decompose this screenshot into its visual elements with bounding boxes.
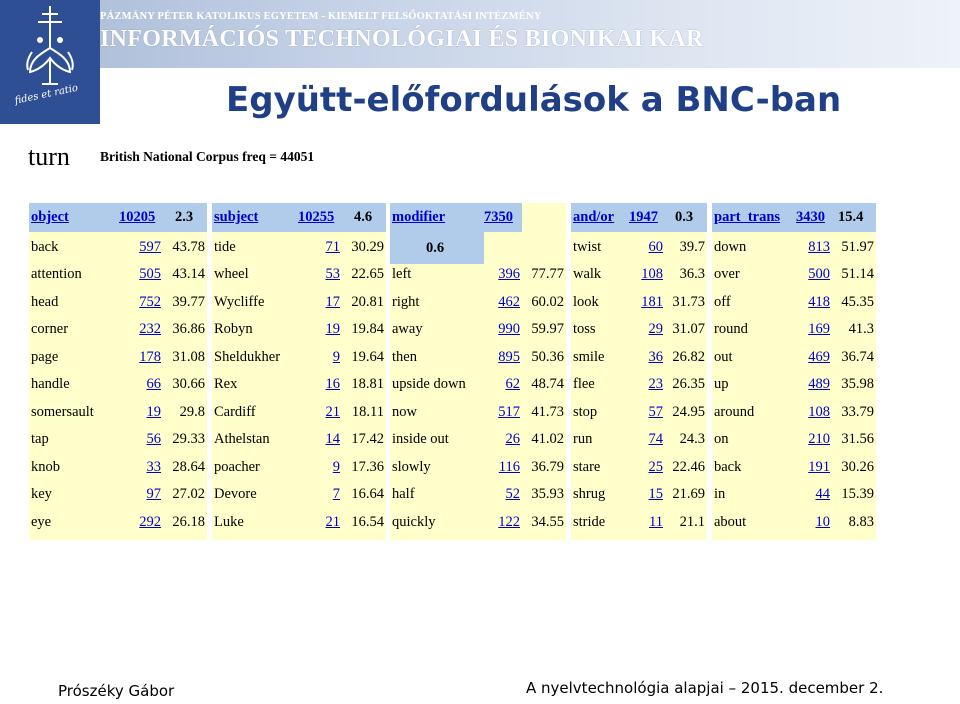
- collocate-count-link[interactable]: 60: [648, 239, 663, 255]
- collocate-word: inside out: [392, 431, 449, 447]
- collocate-count-link[interactable]: 7: [332, 486, 340, 502]
- collocate-word: Luke: [214, 514, 244, 530]
- table-row: [29, 459, 207, 479]
- collocate-word: poacher: [214, 459, 260, 475]
- collocate-count-link[interactable]: 14: [325, 431, 340, 447]
- collocate-word: flee: [573, 376, 595, 392]
- table-row: [712, 239, 876, 259]
- collocate-word: away: [392, 321, 423, 337]
- collocate-count-link[interactable]: 21: [325, 404, 340, 420]
- collocate-score: 59.97: [531, 321, 564, 337]
- relation-link[interactable]: part_trans: [714, 209, 781, 225]
- collocate-count-link[interactable]: 178: [139, 349, 161, 365]
- collocate-score: 22.46: [672, 459, 705, 475]
- collocate-score: 24.95: [672, 404, 705, 420]
- collocate-score: 21.69: [672, 486, 705, 502]
- relation-score: 4.6: [354, 209, 373, 225]
- collocate-word: half: [392, 486, 415, 502]
- collocate-word: handle: [31, 376, 70, 392]
- collocate-word: out: [714, 349, 733, 365]
- collocate-score: 19.64: [351, 349, 384, 365]
- collocate-word: Athelstan: [214, 431, 270, 447]
- collocate-count-link[interactable]: 9: [332, 459, 340, 475]
- collocate-count-link[interactable]: 181: [641, 294, 663, 310]
- collocation-column-part-trans: [712, 203, 876, 540]
- table-row: [390, 431, 566, 451]
- collocate-word: off: [714, 294, 731, 310]
- collocate-count-link[interactable]: 418: [808, 294, 830, 310]
- collocate-count-link[interactable]: 597: [139, 239, 161, 255]
- table-row: [571, 486, 707, 506]
- collocate-score: 36.3: [679, 266, 705, 282]
- collocate-count-link[interactable]: 122: [498, 514, 520, 530]
- collocate-count-link[interactable]: 116: [498, 459, 520, 475]
- table-row: [712, 294, 876, 314]
- collocate-count-link[interactable]: 25: [648, 459, 663, 475]
- table-row: [29, 321, 207, 341]
- collocate-count-link[interactable]: 169: [808, 321, 830, 337]
- table-row: [712, 321, 876, 341]
- collocate-count-link[interactable]: 36: [648, 349, 663, 365]
- collocate-word: left: [392, 266, 412, 282]
- collocate-count-link[interactable]: 210: [808, 431, 830, 447]
- table-row: [390, 404, 566, 424]
- relation-link[interactable]: modifier: [392, 209, 446, 225]
- table-row: [29, 486, 207, 506]
- university-logo: [0, 0, 100, 124]
- relation-count-link[interactable]: 3430: [796, 209, 825, 225]
- relation-score: 0.6: [426, 240, 445, 256]
- table-row: [212, 239, 386, 259]
- table-row: [571, 404, 707, 424]
- collocate-word: back: [714, 459, 742, 475]
- collocate-score: 16.54: [351, 514, 384, 530]
- relation-count-link[interactable]: 10205: [119, 209, 156, 225]
- collocate-count-link[interactable]: 489: [808, 376, 830, 392]
- collocate-count-link[interactable]: 108: [808, 404, 830, 420]
- table-row: [29, 404, 207, 424]
- collocate-score: 31.56: [841, 431, 874, 447]
- collocate-word: about: [714, 514, 747, 530]
- collocate-count-link[interactable]: 56: [146, 431, 161, 447]
- collocate-word: key: [31, 486, 52, 502]
- table-row: [712, 486, 876, 506]
- collocate-word: wheel: [214, 266, 249, 282]
- collocate-word: round: [714, 321, 748, 337]
- collocate-count-link[interactable]: 752: [139, 294, 161, 310]
- collocate-word: knob: [31, 459, 60, 475]
- collocate-word: now: [392, 404, 417, 420]
- collocate-score: 31.73: [672, 294, 705, 310]
- collocate-word: Rex: [214, 376, 238, 392]
- collocate-score: 16.64: [351, 486, 384, 502]
- collocation-column-modifier: [390, 203, 566, 540]
- collocate-word: Robyn: [214, 321, 253, 337]
- table-row: [712, 459, 876, 479]
- table-row: [712, 349, 876, 369]
- relation-count-link[interactable]: 10255: [298, 209, 335, 225]
- table-row: [390, 266, 566, 286]
- relation-link[interactable]: and/or: [573, 209, 615, 225]
- table-row: [571, 514, 707, 534]
- collocate-word: in: [714, 486, 726, 502]
- collocate-count-link[interactable]: 108: [641, 266, 663, 282]
- footer-course: A nyelvtechnológia alapjai – 2015. december 2.: [526, 679, 884, 697]
- collocate-word: shrug: [573, 486, 606, 502]
- collocate-score: 36.74: [841, 349, 874, 365]
- collocate-count-link[interactable]: 29: [648, 321, 663, 337]
- collocate-count-link[interactable]: 66: [146, 376, 161, 392]
- table-row: [212, 376, 386, 396]
- relation-count-link[interactable]: 7350: [484, 209, 513, 225]
- collocate-score: 41.73: [531, 404, 564, 420]
- collocate-score: 17.42: [351, 431, 384, 447]
- collocate-score: 77.77: [531, 266, 564, 282]
- collocate-score: 51.97: [841, 239, 874, 255]
- table-row: [571, 239, 707, 259]
- table-row: [212, 431, 386, 451]
- table-row: [390, 321, 566, 341]
- collocate-count-link[interactable]: 97: [146, 486, 161, 502]
- table-row: [212, 486, 386, 506]
- table-row: [571, 321, 707, 341]
- collocate-count-link[interactable]: 15: [648, 486, 663, 502]
- collocate-word: corner: [31, 321, 69, 337]
- collocate-word: toss: [573, 321, 596, 337]
- collocate-word: tap: [31, 431, 49, 447]
- headword: turn: [28, 142, 70, 171]
- collocate-score: 50.36: [531, 349, 564, 365]
- relation-link[interactable]: subject: [214, 209, 259, 225]
- table-row: [212, 321, 386, 341]
- collocate-score: 31.08: [172, 349, 205, 365]
- collocate-count-link[interactable]: 19: [146, 404, 161, 420]
- collocate-word: Devore: [214, 486, 257, 502]
- table-row: [212, 294, 386, 314]
- collocate-count-link[interactable]: 232: [139, 321, 161, 337]
- collocate-score: 29.33: [172, 431, 205, 447]
- table-row: [29, 514, 207, 534]
- collocate-word: stop: [573, 404, 598, 420]
- collocate-count-link[interactable]: 16: [325, 376, 340, 392]
- collocate-score: 27.02: [172, 486, 205, 502]
- table-row: [29, 431, 207, 451]
- collocate-count-link[interactable]: 33: [146, 459, 161, 475]
- table-row: [29, 294, 207, 314]
- collocate-count-link[interactable]: 21: [325, 514, 340, 530]
- collocate-score: 36.79: [531, 459, 564, 475]
- column-header: [29, 203, 207, 232]
- collocate-count-link[interactable]: 517: [498, 404, 520, 420]
- column-header: [571, 203, 707, 232]
- table-row: [390, 349, 566, 369]
- table-row: [29, 376, 207, 396]
- collocate-score: 41.02: [531, 431, 564, 447]
- table-row: [712, 376, 876, 396]
- collocate-word: on: [714, 431, 729, 447]
- relation-link[interactable]: object: [31, 209, 69, 225]
- table-row: [712, 266, 876, 286]
- collocate-score: 28.64: [172, 459, 205, 475]
- relation-score: 0.3: [675, 209, 694, 225]
- table-row: [212, 459, 386, 479]
- collocate-word: Wycliffe: [214, 294, 265, 310]
- collocate-score: 30.26: [841, 459, 874, 475]
- collocate-word: run: [573, 431, 593, 447]
- collocate-score: 21.1: [679, 514, 705, 530]
- column-header-score-cell: [390, 232, 484, 264]
- collocate-word: smile: [573, 349, 605, 365]
- table-row: [390, 376, 566, 396]
- faculty-name: INFORMÁCIÓS TECHNOLÓGIAI ÉS BIONIKAI KAR: [100, 26, 704, 52]
- table-row: [390, 459, 566, 479]
- collocate-score: 45.35: [841, 294, 874, 310]
- collocate-word: over: [714, 266, 740, 282]
- collocate-score: 51.14: [841, 266, 874, 282]
- table-row: [571, 459, 707, 479]
- table-row: [29, 239, 207, 259]
- column-header: [212, 203, 386, 232]
- table-row: [212, 266, 386, 286]
- university-name: PÁZMÁNY PÉTER KATOLIKUS EGYETEM - KIEMELT FELSŐOKTATÁSI INTÉZMÉNY: [100, 11, 542, 22]
- table-row: [712, 404, 876, 424]
- collocate-count-link[interactable]: 53: [325, 266, 340, 282]
- table-row: [212, 349, 386, 369]
- collocate-count-link[interactable]: 11: [649, 514, 663, 530]
- collocate-count-link[interactable]: 500: [808, 266, 830, 282]
- table-row: [712, 514, 876, 534]
- table-row: [571, 266, 707, 286]
- table-row: [29, 349, 207, 369]
- column-header: [712, 203, 876, 232]
- collocate-score: 30.29: [351, 239, 384, 255]
- collocate-word: right: [392, 294, 420, 310]
- collocate-word: twist: [573, 239, 602, 255]
- collocate-word: walk: [573, 266, 602, 282]
- relation-score: 2.3: [175, 209, 194, 225]
- collocate-score: 48.74: [531, 376, 564, 392]
- collocate-word: head: [31, 294, 59, 310]
- collocate-score: 26.35: [672, 376, 705, 392]
- collocate-count-link[interactable]: 462: [498, 294, 520, 310]
- collocate-count-link[interactable]: 71: [325, 239, 340, 255]
- collocate-word: then: [392, 349, 417, 365]
- collocate-count-link[interactable]: 10: [815, 514, 830, 530]
- collocate-word: around: [714, 404, 755, 420]
- collocate-score: 35.93: [531, 486, 564, 502]
- collocate-word: stare: [573, 459, 601, 475]
- collocate-count-link[interactable]: 23: [648, 376, 663, 392]
- collocate-score: 31.07: [672, 321, 705, 337]
- collocate-word: eye: [31, 514, 52, 530]
- table-row: [390, 294, 566, 314]
- collocate-word: tide: [214, 239, 236, 255]
- collocate-score: 26.18: [172, 514, 205, 530]
- collocate-score: 39.77: [172, 294, 205, 310]
- collocate-count-link[interactable]: 57: [648, 404, 663, 420]
- collocate-score: 19.84: [351, 321, 384, 337]
- collocate-word: page: [31, 349, 59, 365]
- collocation-column-and-or: [571, 203, 707, 540]
- motto: fides et ratio: [13, 82, 79, 107]
- collocate-word: slowly: [392, 459, 431, 475]
- collocate-count-link[interactable]: 813: [808, 239, 830, 255]
- collocate-score: 33.79: [841, 404, 874, 420]
- collocate-score: 60.02: [531, 294, 564, 310]
- collocate-score: 8.83: [848, 514, 874, 530]
- collocate-score: 43.14: [172, 266, 205, 282]
- collocate-word: stride: [573, 514, 606, 530]
- table-row: [390, 486, 566, 506]
- table-row: [571, 294, 707, 314]
- collocate-count-link[interactable]: 19: [325, 321, 340, 337]
- collocate-count-link[interactable]: 26: [505, 431, 520, 447]
- collocate-count-link[interactable]: 62: [505, 376, 520, 392]
- collocate-word: attention: [31, 266, 82, 282]
- collocate-word: up: [714, 376, 729, 392]
- table-row: [571, 376, 707, 396]
- collocate-count-link[interactable]: 44: [815, 486, 830, 502]
- collocate-word: look: [573, 294, 599, 310]
- collocate-score: 39.7: [679, 239, 705, 255]
- table-row: [571, 349, 707, 369]
- collocate-count-link[interactable]: 396: [498, 266, 520, 282]
- collocate-score: 30.66: [172, 376, 205, 392]
- collocate-count-link[interactable]: 9: [332, 349, 340, 365]
- collocate-count-link[interactable]: 191: [808, 459, 830, 475]
- collocation-column-object: [29, 203, 207, 540]
- table-row: [212, 514, 386, 534]
- collocate-score: 26.82: [672, 349, 705, 365]
- collocate-count-link[interactable]: 505: [139, 266, 161, 282]
- collocate-score: 24.3: [679, 431, 705, 447]
- collocate-count-link[interactable]: 74: [648, 431, 663, 447]
- collocate-count-link[interactable]: 52: [505, 486, 520, 502]
- collocate-score: 35.98: [841, 376, 874, 392]
- collocate-word: somersault: [31, 404, 94, 420]
- slide-title: Együtt-előfordulások a BNC-ban: [226, 80, 842, 120]
- collocation-column-subject: [212, 203, 386, 540]
- collocate-word: Sheldukher: [214, 349, 281, 365]
- collocate-count-link[interactable]: 895: [498, 349, 520, 365]
- collocate-score: 36.86: [172, 321, 205, 337]
- collocate-score: 34.55: [531, 514, 564, 530]
- collocate-score: 29.8: [179, 404, 205, 420]
- collocate-count-link[interactable]: 17: [325, 294, 340, 310]
- table-row: [29, 266, 207, 286]
- collocate-word: quickly: [392, 514, 436, 530]
- table-row: [390, 514, 566, 534]
- relation-count-link[interactable]: 1947: [629, 209, 658, 225]
- collocate-score: 41.3: [848, 321, 874, 337]
- corpus-frequency: British National Corpus freq = 44051: [100, 149, 315, 164]
- collocate-count-link[interactable]: 292: [139, 514, 161, 530]
- collocate-count-link[interactable]: 469: [808, 349, 830, 365]
- collocate-score: 43.78: [172, 239, 205, 255]
- collocate-score: 17.36: [351, 459, 384, 475]
- collocate-score: 22.65: [351, 266, 384, 282]
- collocate-word: Cardiff: [214, 404, 256, 420]
- collocate-count-link[interactable]: 990: [498, 321, 520, 337]
- collocate-word: back: [31, 239, 59, 255]
- collocate-word: down: [714, 239, 747, 255]
- collocate-score: 15.39: [841, 486, 874, 502]
- collocate-word: upside down: [392, 376, 466, 392]
- collocate-score: 18.81: [351, 376, 384, 392]
- column-header: [390, 203, 522, 232]
- table-row: [712, 431, 876, 451]
- footer-author: Prószéky Gábor: [58, 682, 175, 700]
- table-row: [212, 404, 386, 424]
- collocate-score: 20.81: [351, 294, 384, 310]
- table-row: [571, 431, 707, 451]
- relation-score: 15.4: [838, 209, 864, 225]
- collocate-score: 18.11: [351, 404, 384, 420]
